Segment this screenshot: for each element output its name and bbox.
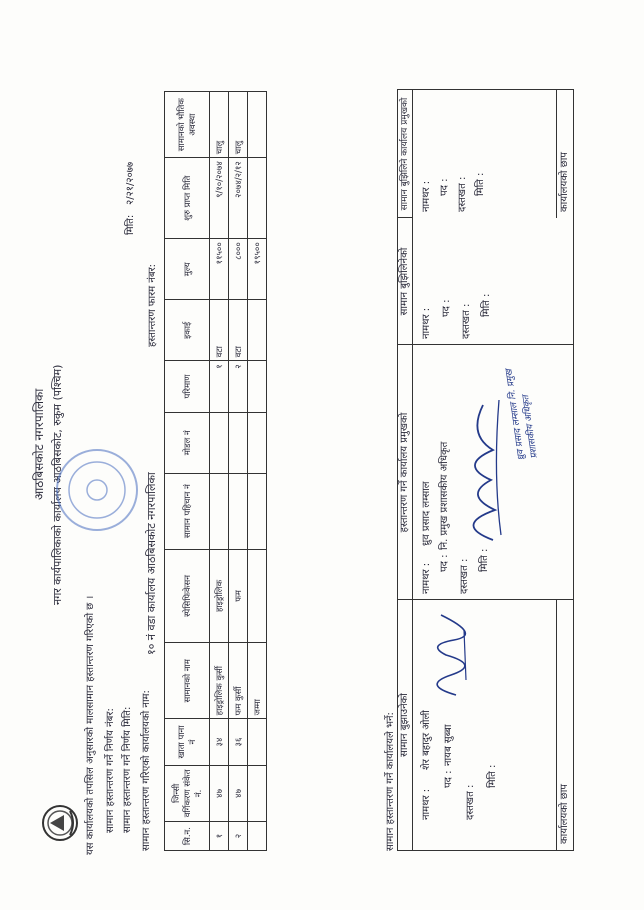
org-name: आठबिसकोट नगरपालिका: [32, 388, 46, 500]
cell: [248, 765, 267, 821]
cell: [229, 412, 248, 473]
chief-section: [398, 344, 573, 600]
chief-seal-text: ध्रुव प्रसाद लम्साल नि. प्रमुख प्रशासकीय अधिकृत: [504, 368, 540, 461]
receiver-name-value: शेर बहादुर ओली: [421, 710, 432, 770]
after-table-note: सामान हस्तान्तरण गर्ने कार्यालयले भर्ने:: [385, 712, 396, 851]
total-value: १९५००: [248, 239, 267, 300]
cell: फम कुर्सी: [229, 643, 248, 719]
cell: हाइड्रोलिक: [210, 549, 229, 643]
col-unit: इकाई: [165, 300, 210, 361]
taker-chief-date-label: मिति :: [475, 172, 486, 196]
rotated-form: [22, 15, 622, 895]
cell: फम: [229, 549, 248, 643]
cell: [248, 549, 267, 643]
items-table: [164, 91, 267, 851]
receiver-handwritten-signature: [416, 610, 476, 700]
intro-text: यस कार्यालयको तपसिल अनुसारको मालसामान हस्तान्तरण गरिएको छ ।: [85, 595, 96, 855]
chief-post-label: पद :: [439, 554, 450, 572]
cell: [248, 412, 267, 473]
receiver-name-label: नामथर :: [421, 788, 432, 820]
receiver-post-value: नायब सुब्बा: [443, 724, 454, 766]
office-stamp-seal: [52, 445, 142, 535]
taker-post-label: पद :: [441, 299, 452, 317]
chief-handwritten-signature: [453, 395, 508, 545]
cell: वटा: [229, 300, 248, 361]
cell: [248, 473, 267, 549]
cell: २: [229, 822, 248, 851]
taker-chief-office-stamp-label: कार्यालयको छाप: [556, 90, 573, 218]
cell: [248, 300, 267, 361]
taker-sign-label: दस्तखत :: [461, 303, 472, 339]
table-total-row: [248, 92, 267, 851]
col-quantity: परिमाण: [165, 361, 210, 412]
receiving-office-value: १० नं वडा कार्यालय आठबिसकोट नगरपालिका: [145, 472, 158, 655]
receiving-office-label: सामान हस्तान्तरण गरिएको कार्यालयको नाम:: [141, 690, 152, 851]
cell: [210, 473, 229, 549]
cell: [248, 92, 267, 158]
chief-name-label: नामथर :: [421, 562, 432, 594]
taker-chief-heading: सामान बुझिलिने कार्यालय प्रमुखको: [398, 90, 413, 218]
date-value: २/२१/२०७७: [125, 161, 136, 205]
cell: ८०००: [229, 239, 248, 300]
cell: ९/१०/२०७४: [210, 158, 229, 239]
date-label: मिति:: [125, 214, 136, 235]
taker-chief-sign-label: दस्तखत :: [457, 176, 468, 212]
taker-chief-name-label: नामथर :: [421, 180, 432, 212]
col-condition: सामानको भौतिक अवस्था: [165, 92, 210, 158]
chief-sign-label: दस्तखत :: [459, 558, 470, 594]
col-model: मोडल नं: [165, 412, 210, 473]
cell: ४७: [229, 765, 248, 821]
col-ledger-page: खाता पाना नं: [165, 719, 210, 765]
receiver-sign-label: दस्तखत :: [465, 784, 476, 820]
cell: हाइड्रोलिक कुर्सी: [210, 643, 229, 719]
table-header-row: [165, 92, 210, 851]
table-row: [229, 92, 248, 851]
form-number-label: हस्तान्तरण फारम नंबर:: [147, 263, 158, 347]
cell: [248, 361, 267, 412]
chief-post-value: नि. प्रमुख प्रशासकीय अधिकृत: [439, 441, 450, 550]
cell: ३६: [229, 719, 248, 765]
decision-date-label: सामान हस्तान्तरण गर्ने निर्णय मिति:: [122, 706, 133, 833]
taker-chief-section: [398, 90, 573, 218]
receiver-office-stamp-label: कार्यालयको छाप: [556, 600, 573, 850]
signature-block: [397, 89, 574, 851]
chief-heading: हस्तान्तरण गर्ने कार्यालय प्रमुखको: [398, 345, 413, 600]
table-row: [210, 92, 229, 851]
cell: [210, 412, 229, 473]
cell: वटा: [210, 300, 229, 361]
col-price: मुल्य: [165, 239, 210, 300]
col-specification: स्पेसिफिकेसन: [165, 549, 210, 643]
total-label: जम्मा: [248, 643, 267, 719]
taker-section: [398, 90, 573, 345]
taker-name-label: नामथर :: [421, 307, 432, 339]
taker-date-label: मिति :: [481, 293, 492, 317]
receiver-section: [398, 599, 573, 850]
cell: चालु: [210, 92, 229, 158]
chief-date-label: मिति :: [479, 548, 490, 572]
office-name: नगर कार्यपालिकाको कार्यालय आठबिसकोट, रुकुम (पश्चिम): [51, 364, 64, 605]
cell: २०७४/२/१२: [229, 158, 248, 239]
cell: ११५००: [210, 239, 229, 300]
cell: चालु: [229, 92, 248, 158]
cell: [248, 719, 267, 765]
cell: [248, 822, 267, 851]
taker-heading: सामान बुझिलिनेको: [398, 217, 413, 345]
cell: ४७: [210, 765, 229, 821]
col-serial: सि.न.: [165, 822, 210, 851]
decision-number-label: सामान हस्तान्तरण गर्ने निर्णय नंबर:: [105, 708, 116, 833]
cell: २: [229, 361, 248, 412]
cell: [248, 158, 267, 239]
cell: ३४: [210, 719, 229, 765]
receiver-heading: सामान बुझाउनेको: [398, 600, 413, 850]
receiver-date-label: मिति :: [487, 764, 498, 788]
col-acquired-date: शुरु प्राप्त मिति: [165, 158, 210, 239]
receiver-post-label: पद :: [443, 770, 454, 788]
taker-chief-post-label: पद :: [439, 178, 450, 196]
chief-name-value: ध्रुव प्रसाद लम्साल: [421, 481, 432, 546]
nepal-emblem-logo: [40, 803, 80, 843]
col-item-id: सामान पहिचान नं: [165, 473, 210, 549]
col-item-name: सामानको नाम: [165, 643, 210, 719]
cell: १: [210, 361, 229, 412]
col-classification: जिन्सी वर्गिकरण संकेत नं.: [165, 765, 210, 821]
cell: १: [210, 822, 229, 851]
cell: [229, 473, 248, 549]
